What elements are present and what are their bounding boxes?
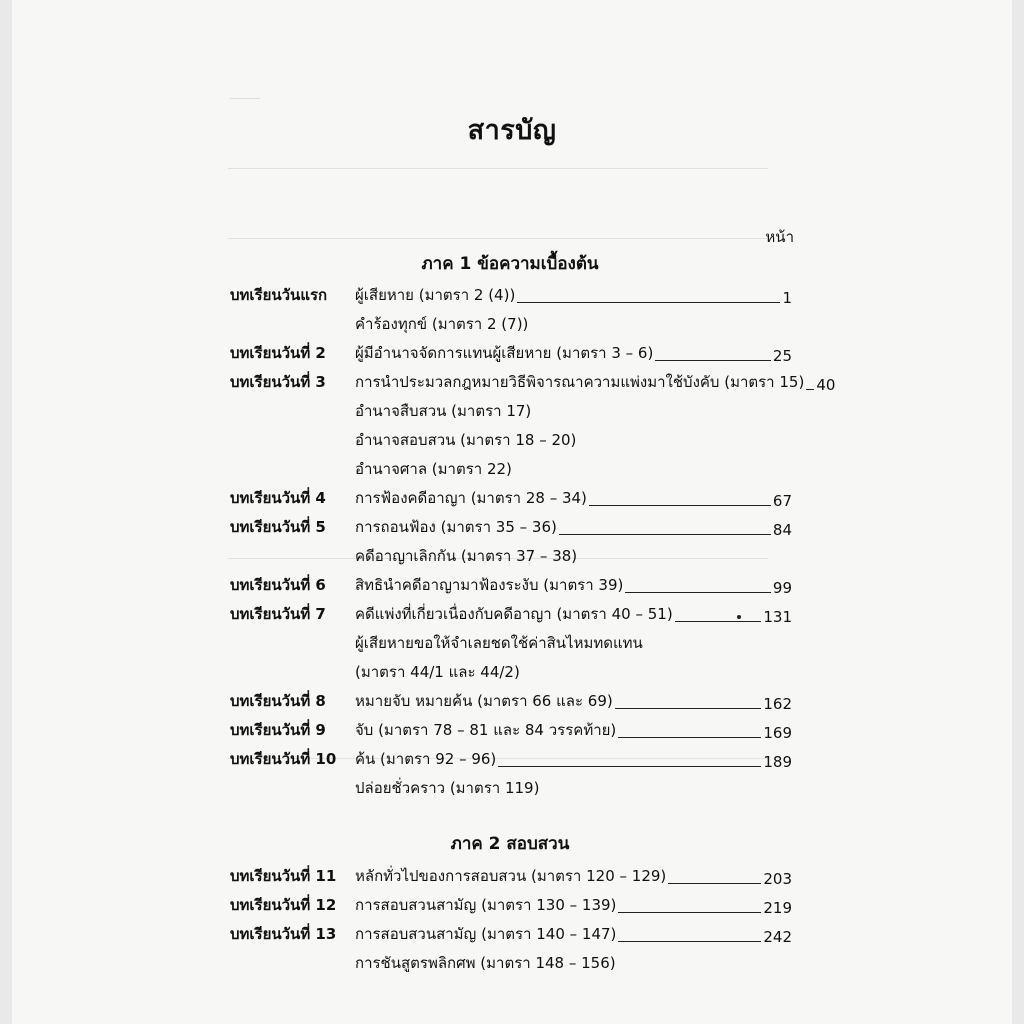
toc-entry: [355, 718, 792, 742]
entry-title: ปล่อยชั่วคราว (มาตรา 119): [355, 779, 540, 797]
leader-line: [517, 302, 780, 303]
leader-line: [618, 737, 761, 738]
entry-title: หลักทั่วไปของการสอบสวน (มาตรา 120 – 129): [355, 867, 667, 885]
toc-row: [230, 341, 792, 365]
bleed-through-line: [228, 238, 768, 240]
page-number: 84: [772, 521, 792, 539]
page-number: 131: [763, 608, 792, 626]
toc-row: [230, 631, 792, 655]
toc-row: [230, 486, 792, 510]
entry-title: อำนาจศาล (มาตรา 22): [355, 460, 512, 478]
bleed-through-line: [228, 168, 768, 170]
toc-entry: [355, 486, 792, 510]
entry-title: การฟ้องคดีอาญา (มาตรา 28 – 34): [355, 489, 587, 507]
toc-entry: [355, 660, 792, 684]
lesson-label: บทเรียนวันแรก: [230, 286, 328, 304]
entry-title: การสอบสวนสามัญ (มาตรา 140 – 147): [355, 925, 617, 943]
entry-title: การสอบสวนสามัญ (มาตรา 130 – 139): [355, 896, 617, 914]
toc-row: [230, 283, 792, 307]
page-number: 203: [763, 870, 792, 888]
toc-entry: [355, 544, 792, 568]
leader-line: [668, 883, 761, 884]
lesson-label: บทเรียนวันที่ 5: [230, 518, 326, 536]
entry-title: การถอนฟ้อง (มาตรา 35 – 36): [355, 518, 557, 536]
toc-entry: [355, 283, 792, 307]
entry-title: การชันสูตรพลิกศพ (มาตรา 148 – 156): [355, 954, 616, 972]
ink-speck: [737, 615, 741, 619]
toc-entry: [355, 602, 792, 626]
toc-entry: [355, 515, 792, 539]
toc-row: [230, 893, 792, 917]
leader-line: [675, 621, 762, 622]
toc-row: [230, 660, 792, 684]
toc-entry: [355, 631, 792, 655]
lesson-label: บทเรียนวันที่ 12: [230, 896, 337, 914]
toc-entry: [355, 399, 792, 423]
toc-entry: [355, 776, 792, 800]
toc-entry: [355, 747, 792, 771]
lesson-label: บทเรียนวันที่ 6: [230, 576, 326, 594]
entry-title: อำนาจสอบสวน (มาตรา 18 – 20): [355, 431, 577, 449]
leader-line: [498, 766, 761, 767]
entry-title: สิทธินำคดีอาญามาฟ้องระงับ (มาตรา 39): [355, 576, 624, 594]
lesson-label: บทเรียนวันที่ 4: [230, 489, 326, 507]
toc-row: [230, 312, 792, 336]
toc-entry: [355, 341, 792, 365]
toc-entry: [355, 370, 836, 394]
toc-entry: [355, 893, 792, 917]
bleed-through-mark: [230, 98, 260, 100]
leader-line: [806, 389, 814, 390]
toc-entry: [355, 312, 792, 336]
toc-entry: [355, 428, 792, 452]
toc-entry: [355, 864, 792, 888]
lesson-label: บทเรียนวันที่ 2: [230, 344, 326, 362]
leader-line: [618, 912, 761, 913]
toc-entry: [355, 951, 792, 975]
leader-line: [559, 534, 771, 535]
entry-title: (มาตรา 44/1 และ 44/2): [355, 663, 520, 681]
entry-title: ผู้มีอำนาจจัดการแทนผู้เสียหาย (มาตรา 3 – 6): [355, 344, 654, 362]
entry-title: การนำประมวลกฎหมายวิธีพิจารณาความแพ่งมาใช้บังคับ (มาตรา 15): [355, 373, 805, 391]
page-number: 189: [763, 753, 792, 771]
page-number: 169: [763, 724, 792, 742]
toc-row: [230, 573, 792, 597]
entry-title: หมายจับ หมายค้น (มาตรา 66 และ 69): [355, 692, 613, 710]
toc-title: สารบัญ: [467, 115, 557, 146]
toc-row: [230, 457, 792, 481]
toc-row: [230, 951, 792, 975]
page-number: 1: [782, 289, 792, 307]
page-number: 162: [763, 695, 792, 713]
toc-row: [230, 515, 792, 539]
toc-row: [230, 718, 792, 742]
toc-row: [230, 370, 836, 394]
entry-title: คดีอาญาเลิกกัน (มาตรา 37 – 38): [355, 547, 578, 565]
toc-entry: [355, 457, 792, 481]
toc-row: [230, 399, 792, 423]
page-number: 40: [816, 376, 836, 394]
toc-entry: [355, 573, 792, 597]
leader-line: [618, 941, 761, 942]
part-heading: ภาค 2 สอบสวน: [450, 834, 570, 854]
entry-title: คดีแพ่งที่เกี่ยวเนื่องกับคดีอาญา (มาตรา 40 – 51): [355, 605, 673, 623]
page-number: 99: [772, 579, 792, 597]
page-number: 67: [772, 492, 792, 510]
leader-line: [625, 592, 771, 593]
lesson-label: บทเรียนวันที่ 7: [230, 605, 326, 623]
part-heading: ภาค 1 ข้อความเบื้องต้น: [421, 254, 599, 274]
page-column-label: หน้า: [765, 228, 794, 246]
entry-title: จับ (มาตรา 78 – 81 และ 84 วรรคท้าย): [355, 721, 617, 739]
entry-title: ผู้เสียหายขอให้จำเลยชดใช้ค่าสินไหมทดแทน: [355, 634, 643, 652]
toc-row: [230, 747, 792, 771]
lesson-label: บทเรียนวันที่ 9: [230, 721, 326, 739]
entry-title: ค้น (มาตรา 92 – 96): [355, 750, 497, 768]
toc-row: [230, 776, 792, 800]
leader-line: [615, 708, 762, 709]
toc-row: [230, 544, 792, 568]
lesson-label: บทเรียนวันที่ 11: [230, 867, 337, 885]
entry-title: อำนาจสืบสวน (มาตรา 17): [355, 402, 532, 420]
toc-row: [230, 864, 792, 888]
lesson-label: บทเรียนวันที่ 13: [230, 925, 337, 943]
toc-row: [230, 602, 792, 626]
toc-row: [230, 689, 792, 713]
leader-line: [589, 505, 771, 506]
toc-row: [230, 922, 792, 946]
entry-title: ผู้เสียหาย (มาตรา 2 (4)): [355, 286, 516, 304]
page-number: 219: [763, 899, 792, 917]
lesson-label: บทเรียนวันที่ 8: [230, 692, 326, 710]
toc-entry: [355, 922, 792, 946]
entry-title: คำร้องทุกข์ (มาตรา 2 (7)): [355, 315, 529, 333]
leader-line: [655, 360, 771, 361]
toc-entry: [355, 689, 792, 713]
page-number: 242: [763, 928, 792, 946]
toc-row: [230, 428, 792, 452]
lesson-label: บทเรียนวันที่ 3: [230, 373, 326, 391]
page-number: 25: [772, 347, 792, 365]
lesson-label: บทเรียนวันที่ 10: [230, 750, 337, 768]
